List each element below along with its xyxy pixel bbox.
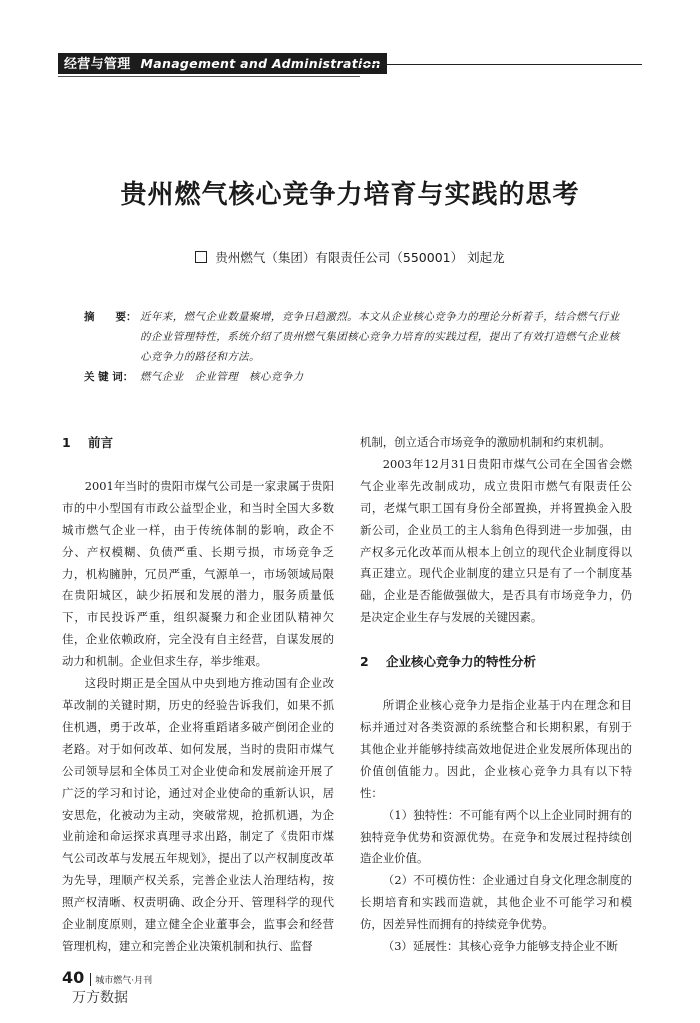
- right-column: [360, 432, 632, 958]
- section-2-title: 企业核心竞争力的特性分析: [386, 654, 537, 670]
- paragraph: （2）不可模仿性：企业通过自身文化理念制度的长期培育和实践而造就，其他企业不可能学习和模仿，因差异性而拥有的持续竞争优势。: [360, 873, 632, 932]
- left-column: [62, 432, 334, 958]
- section-1-heading: [62, 432, 334, 454]
- paragraph: 所谓企业核心竞争力是指企业基于内在理念和目标并通过对各类资源的系统整合和长期积累，有别于其他企业并能够持续高效地促进企业发展所体现出的价值创值能力。因此，企业核心竞争力具有以下特性：: [360, 698, 632, 800]
- page-footer: [62, 968, 152, 987]
- article-title: 贵州燃气核心竞争力培育与实践的思考: [120, 180, 580, 210]
- keywords-label: 关 键 词：: [84, 371, 134, 383]
- paragraph: （1）独特性：不可能有两个以上企业同时拥有的独特竞争优势和资源优势。在竞争和发展过程持续创造企业价值。: [360, 807, 632, 866]
- section-header-label: [58, 53, 387, 74]
- section-2-number: 2: [360, 654, 369, 670]
- square-bullet-icon: [195, 251, 207, 263]
- keywords-text: 燃气企业 企业管理 核心竞争力: [140, 371, 304, 383]
- keywords-row: [84, 367, 624, 387]
- section-header: [58, 53, 387, 74]
- paragraph: 2003年12月31日贵阳市煤气公司在全国省会燃气企业率先改制成功，成立贵阳市燃气有限责任公司，老煤气职工国有身份全部置换，并将置换金入股新公司，企业员工的主人翁角色得到进一步加强，由产权多元化改革而从根本上创立的现代企业制度得以真正建立。现代企业制度的建立只是有了一个制度基础，企业是否能做强做大，是否具有市场竞争力，仍是决定企业生存与发展的关键因素。: [360, 456, 632, 625]
- section-1-number: 1: [62, 435, 71, 450]
- paragraph: 机制，创立适合市场竞争的激励机制和约束机制。: [360, 435, 611, 449]
- abstract-text: 近年来，燃气企业数量聚增，竞争日趋激烈。本文从企业核心竞争力的理论分析着手，结合燃气行业的企业管理特性，系统介绍了贵州燃气集团核心竞争力培育的实践过程，提出了有效打造燃气企业核心竞争力的路径和方法。: [140, 311, 620, 363]
- header-underline: [58, 76, 360, 77]
- section-header-cn: 经营与管理: [64, 57, 131, 72]
- paragraph: 这段时期正是全国从中央到地方推动国有企业改革改制的关键时期，历史的经验告诉我们，如果不抓住机遇，勇于改革，企业将重蹈诸多破产倒闭企业的老路。对于如何改革、如何发展，当时的贵阳市煤气公司领导层和全体员工对企业使命和发展前途开展了广泛的学习和讨论，通过对企业使命的重新认识，居安思危，化被动为主动，突破常规，抢抓机遇，为企业前途和命运探求真理寻求出路，制定了《贵阳市煤气公司改革与发展五年规划》，提出了以产权制度改革为先导，理顺产权关系，完善企业法人治理结构，按照产权清晰、权责明确、政企分开、管理科学的现代企业制度原则，建立健全企业董事会，监事会和经营管理机构，建立和完善企业决策机制和执行、监督: [62, 676, 334, 953]
- author-line: [0, 248, 700, 266]
- paragraph: 2001年当时的贵阳市煤气公司是一家隶属于贵阳市的中小型国有市政公益型企业，和当时全国大多数城市燃气企业一样，由于传统体制的影响，政企不分、产权模糊、负债严重、长期亏损，市场竞争乏力，机构臃肿，冗员严重，气源单一，市场领域局限在贵阳城区，缺少拓展和发展的潜力，服务质量低下，市民投诉严重，组织凝聚力和企业团队精神欠佳，企业依赖政府，完全没有自主经营，自谋发展的动力和机制。企业但求生存，举步维艰。: [62, 478, 334, 669]
- abstract-row: [84, 307, 624, 367]
- author-text: 贵州燃气（集团）有限责任公司（550001） 刘起龙: [215, 250, 505, 265]
- page-number: 40: [62, 968, 85, 987]
- abstract-block: [84, 307, 624, 387]
- journal-name: 城市燃气·月刊: [90, 973, 152, 986]
- section-2-heading: [360, 651, 632, 673]
- section-1-title: 前言: [88, 435, 114, 450]
- header-rule: [360, 64, 642, 65]
- paragraph: （3）延展性：其核心竞争力能够支持企业不断: [382, 939, 618, 954]
- watermark: 万方数据: [72, 990, 128, 1006]
- abstract-label: 摘 要：: [84, 311, 137, 323]
- section-header-en: Management and Administration: [140, 56, 381, 71]
